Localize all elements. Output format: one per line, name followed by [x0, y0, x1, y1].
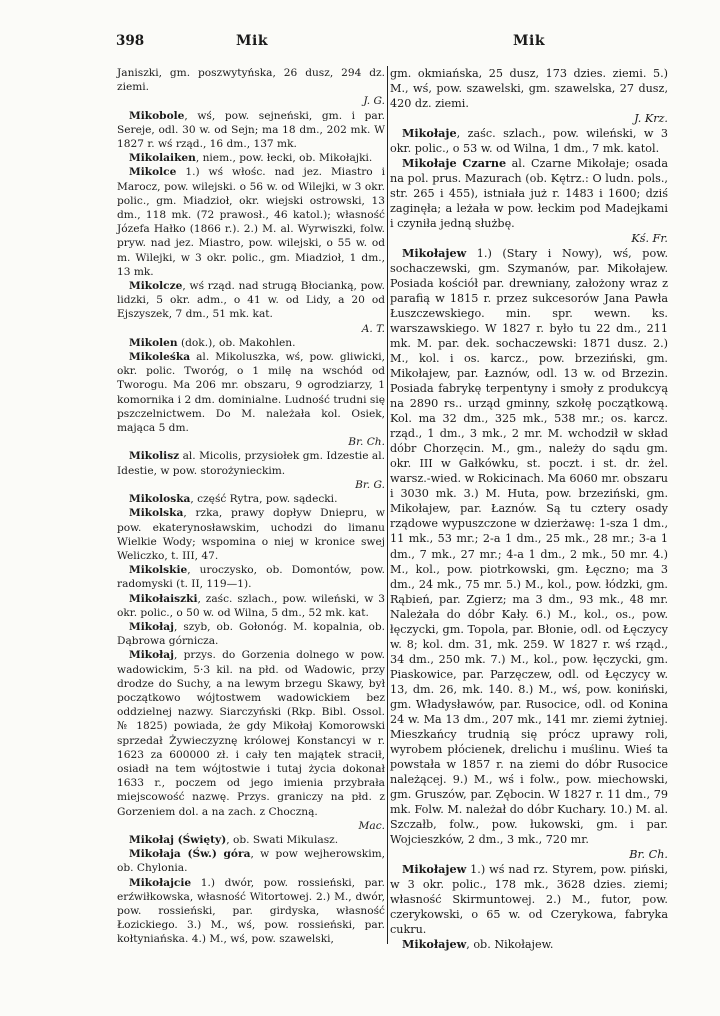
entry-text: 1.) wś włośc. nad jez. Miastro i Marocz, pow. wilejski. o 56 w. od Wilejki, w 3 okr. polic., gm. Miadzioł, okr. wiejski ostrowski, 13 dm., 118 mk. (72 prawosł., 46 katol.); własność Józefa Hałko (1866 r.). 2.) M. al. Wyrwiszki, folw. pryw. nad jez. Miastro, pow. wilejski, o 55 w. od m. Wilejki, w 3 okr. polic., gm. Miadzioł, 1 dm., 13 mk. [117, 166, 385, 278]
entry-signature: Br. Ch. [348, 436, 385, 449]
dictionary-entry [117, 648, 385, 833]
entry-text: , ob. Nikołajew. [466, 937, 554, 951]
column-divider [387, 66, 388, 944]
entry-text: , wś, pow. sejneński, gm. i par. Sereje, odl. 30 w. od Sejn; ma 18 dm., 202 mk. W 1827 r. wś rząd., 16 dm., 137 mk. [117, 109, 385, 151]
entry-headword: Mikoloska [129, 493, 191, 506]
entry-headword: Mikolen [129, 336, 178, 349]
entry-text: , szyb, ob. Gołonóg. M. kopalnia, ob. Dąbrowa górnicza. [117, 620, 385, 648]
running-head-left: Mik [236, 33, 269, 49]
dictionary-entry [117, 279, 385, 336]
entry-headword: Mikołaiszki [129, 592, 198, 605]
entry-text: , rzka, prawy dopływ Dniepru, w pow. ekaterynosławskim, uchodzi do limanu Wielkie Wody; wspomina o niej w kronice swej Weliczko, t. III, 47. [117, 507, 385, 562]
entry-signature: Br. Ch. [629, 847, 668, 861]
entry-text: gm. okmiańska, 25 dusz, 173 dzies. ziemi. 5.) M., wś, pow. szawelski, gm. szawelska, 27 dusz, 420 dz. ziemi. [390, 67, 668, 111]
entry-signature: Br. G. [355, 478, 385, 491]
entry-signature: Kś. Fr. [631, 232, 668, 246]
entry-headword: Mikołaj [129, 649, 174, 662]
dictionary-entry [117, 66, 385, 109]
dictionary-entry [390, 126, 668, 156]
left-column [117, 66, 385, 947]
dictionary-entry [390, 937, 668, 952]
entry-headword: Mikołajew [402, 861, 467, 876]
dictionary-entry [390, 156, 668, 246]
entry-headword: Mikobole [129, 109, 185, 122]
entry-headword: Mikolcze [129, 280, 183, 293]
entry-text: al. Micolis, przysiołek gm. Idzestie al. Idestie, w pow. storożynieckim. [117, 450, 385, 477]
entry-signature: A. T. [361, 322, 385, 335]
entry-text: , w pow wejherowskim, ob. Chylonia. [117, 848, 385, 875]
entry-text: 1.) (Stary i Nowy), wś, pow. sochaczewski, gm. Szymanów, par. Mikołajew. Posiada kościół par. drewniany, założony wraz z parafią w 1815 r. przez sukcesorów Jana Pawła Łuszczewskiego. min. spr. wewn. ks. warszawskiego. W 1827 r. było tu 22 dm., 211 mk. M. par. dek. sochaczewski: 1871 dusz. 2.) M., kol. i os. karcz., pow. brzeziński, gm. Mikołajew, par. Łaznów, odl. 13 w. od Brzezin. Posiada fabrykę terpentyny i smoły z produkcyą na 2890 rs.. urząd gminny, szkołę początkową. Kol. ma 32 dm., 325 mk., 538 mr.; os. karcz. rząd., 1 dm., 3 mk., 2 mr. M. wchodził w skład dóbr Chorzęcin. M., gm., należy do sądu gm. okr. III w Gałkówku, st. poczt. i st. dr. żel. warsz.-wied. w Rokicinach. Ma 6060 mr. obszaru i 3030 mk. 3.) M. Huta, pow. brzeziński, gm. Mikołajew, par. Łaznów. Są tu cztery osady rządowe wypuszczone w dzierżawę: 1-sza 1 dm., 11 mk., 53 mr.; 2-a 1 dm., 25 mk., 28 mr.; 3-a 1 dm., 7 mk., 27 mr.; 4-a 1 dm., 2 mk., 50 mr. 4.) M., kol., pow. piotrkowski, gm. Łęczno; ma 3 dm., 24 mk., 75 mr. 5.) M., kol., pow. łódzki, gm. Rąbień, par. Zgierz; ma 3 dm., 93 mk., 48 mr. Należała do dóbr Kały. 6.) M., kol., os., pow. łęczycki, gm. Topola, par. Błonie, odl. od Łęczycy w. 8; kol. dm. 31, mk. 259. W 1827 r. wś rząd., 34 dm., 250 mk. 7.) M., kol., pow. łęczycki, gm. Piaskowice, par. Parzęczew, odl. od Łęczycy w. 13, dm. 26, mk. 140. 8.) M., wś, pow. koniński, gm. Władysławów, par. Rusocice, odl. od Konina 24 w. Ma 13 dm., 207 mk., 141 mr. ziemi żytniej. Mieszkańcy trudnią się prócz uprawy roli, wyrobem płócienek, drelichu i muślinu. Wieś ta powstała w 1857 r. na ziemi do dóbr Rusocice należącej. 9.) M., wś i folw., pow. miechowski, gm. Gruszów, par. Zębocin. W 1827 r. 11 dm., 79 mk. Folw. M. należał do dóbr Kuchary. 10.) M. al. Szczałb, folw., pow. łukowski, gm. i par. Wojcieszków, 2 dm., 3 mk., 720 mr. [390, 247, 668, 846]
entry-headword: Mikolska [129, 507, 184, 520]
entry-text: , uroczysko, ob. Domontów, pow. radomyski (t. II, 119—1). [117, 564, 385, 591]
dictionary-entry [390, 862, 668, 937]
entry-headword: Mikołajew [402, 246, 467, 261]
entry-text: 1.) wś nad rz. Styrem, pow. piński, w 3 okr. polic., 178 mk., 3628 dzies. ziemi; własność Skirmuntowej. 2.) M., futor, pow. czerykowski, o 65 w. od Czerykowa, fabryka cukru. [390, 862, 668, 936]
entry-headword: Mikołaja (Św.) góra [129, 848, 251, 861]
entry-headword: Mikołaj [129, 620, 174, 633]
entry-text: 1.) dwór, pow. rossieński, par. erźwiłkowska, własność Witortowej. 2.) M., dwór, pow. rossieński, par. girdyska, własność Łozickiego. 3.) M., wś, pow. rossieński, par. kołtyniańska. 4.) M., wś, pow. szawelski, [117, 876, 385, 946]
entry-headword: Mikolce [129, 166, 177, 179]
dictionary-entry [117, 620, 385, 648]
entry-headword: Mikołaje [402, 126, 457, 141]
entry-headword: Mikolskie [129, 564, 188, 577]
entry-headword: Mikołaj (Święty) [129, 833, 227, 846]
entry-signature: J. Krz. [634, 112, 668, 126]
entry-text: , zaśc. szlach., pow. wileński, w 3 okr. polic., o 53 w. od Wilna, 1 dm., 7 mk. katol. [390, 127, 668, 156]
dictionary-entry [117, 833, 385, 847]
entry-headword: Mikolaiken [129, 152, 196, 165]
entry-text: , niem., pow. łecki, ob. Mikołajki. [195, 152, 373, 165]
dictionary-entry [117, 506, 385, 563]
dictionary-entry [117, 165, 385, 279]
entry-text: , część Rytra, pow. sądecki. [190, 493, 338, 506]
dictionary-entry [117, 592, 385, 620]
page-number: 398 [116, 33, 145, 49]
entry-text: , wś rząd. nad strugą Błocianką, pow. lidzki, 5 okr. adm., o 41 w. od Lidy, a 20 od Ejszyszek, 7 dm., 51 mk. kat. [117, 280, 385, 321]
dictionary-entry [117, 563, 385, 591]
dictionary-entry [117, 492, 385, 506]
dictionary-entry [117, 336, 385, 350]
dictionary-entry [117, 151, 385, 165]
entry-headword: Mikołajew [402, 936, 467, 951]
running-head-right: Mik [513, 33, 546, 49]
entry-signature: Mac. [358, 819, 385, 832]
entry-text: al. Mikoluszka, wś, pow. gliwicki, okr. polic. Tworóg, o 1 milę na wschód od Tworogu. Ma 206 mr. obszaru, 9 ogrodziarzy, 1 komornika i 2 dm. dominialne. Ludność trudni się pszczelnictwem. Do M. należała kol. Osiek, mająca 5 dm. [117, 351, 385, 435]
entry-headword: Mikolisz [129, 450, 180, 463]
dictionary-entry [390, 66, 668, 126]
dictionary-entry [117, 876, 385, 947]
right-column [390, 66, 668, 952]
dictionary-entry [117, 847, 385, 875]
entry-headword: Mikołajcie [129, 876, 192, 889]
dictionary-entry [117, 350, 385, 449]
dictionary-entry [390, 246, 668, 862]
dictionary-entry [117, 109, 385, 152]
entry-text: , zaśc. szlach., pow. wileński, w 3 okr. polic., o 50 w. od Wilna, 5 dm., 52 mk. kat. [117, 592, 385, 619]
entry-text: Janiszki, gm. poszwytyńska, 26 dusz, 294 dz. ziemi. [117, 67, 385, 94]
entry-signature: J. G. [363, 95, 385, 108]
entry-text: , ob. Swati Mikulasz. [226, 833, 339, 846]
entry-text: al. Czarne Mikołaje; osada na pol. prus. Mazurach (ob. Kętrz.: O ludn. pols., str. 265 i 455), istniała już r. 1483 i 1600; dziś zaginęła; a leżała w pow. łeckim pod Madejkami i czyniła jedną służbę. [390, 157, 668, 231]
entry-text: , przys. do Gorzenia dolnego w pow. wadowickim, 5·3 kil. na płd. od Wadowic, przy drodze do Suchy, a na lewym brzegu Skawy, był początkowo wójtostwem wadowickiem bez oddzielnej nazwy. Siarczyński (Rkp. Bibl. Ossol. № 1825) powiada, że gdy Mikołaj Komorowski sprzedał Żywieczyznę królowej Konstancyi w r. 1623 za 600000 zł. i cały ten majątek stracił, osiadł na tem wójtostwie i tutaj życia dokonał 1633 r., poczem od jego imienia przybrała miejscowość nazwę. Przys. graniczy na płd. z Gorzeniem dol. a na zach. z Choczną. [117, 649, 385, 818]
entry-headword: Mikołaje Czarne [402, 156, 507, 171]
entry-headword: Mikoleśka [129, 351, 191, 364]
dictionary-entry [117, 449, 385, 492]
entry-text: (dok.), ob. Makohlen. [177, 336, 296, 349]
